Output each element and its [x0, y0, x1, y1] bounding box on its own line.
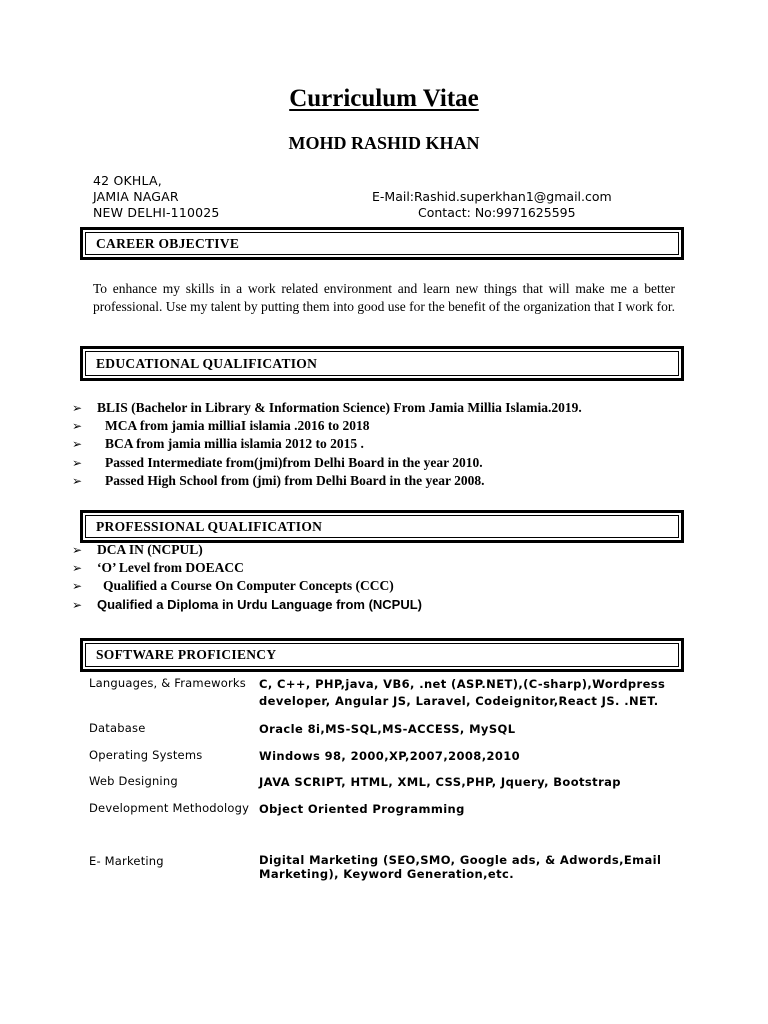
professional-item: ‘O’ Level from DOEACC: [97, 560, 244, 575]
professional-item: DCA IN (NCPUL): [97, 542, 203, 557]
skill-value: Oracle 8i,MS-SQL,MS-ACCESS, MySQL: [259, 722, 516, 736]
skill-value: C, C++, PHP,java, VB6, .net (ASP.NET),(C-sharp),Wordpress: [259, 677, 666, 691]
professional-item: Qualified a Course On Computer Concepts (CCC): [103, 578, 394, 593]
skill-label: E- Marketing: [89, 854, 164, 868]
skill-label: Database: [89, 721, 146, 735]
document-title: Curriculum Vitae: [289, 85, 479, 112]
address-line-3: NEW DELHI-110025: [93, 205, 220, 220]
bullet-arrow-icon: ➢: [72, 456, 83, 470]
skill-value: Object Oriented Programming: [259, 802, 465, 816]
skill-value: Marketing), Keyword Generation,etc.: [259, 867, 514, 881]
skill-label: Languages, & Frameworks: [89, 676, 246, 690]
professional-heading: PROFESSIONAL QUALIFICATION: [96, 518, 323, 534]
email-text: E-Mail:Rashid.superkhan1@gmail.com: [372, 189, 612, 204]
bullet-arrow-icon: ➢: [72, 579, 83, 593]
phone-text: Contact: No:9971625595: [418, 205, 576, 220]
professional-heading-box: [80, 510, 684, 543]
address-line-2: JAMIA NAGAR: [93, 189, 179, 204]
education-item: MCA from jamia milliaI islamia .2016 to 2018: [105, 418, 370, 433]
bullet-arrow-icon: ➢: [72, 543, 83, 557]
bullet-arrow-icon: ➢: [72, 561, 83, 575]
education-heading: EDUCATIONAL QUALIFICATION: [96, 355, 318, 371]
professional-item: Qualified a Diploma in Urdu Language from (NCPUL): [97, 597, 423, 612]
skill-label: Operating Systems: [89, 748, 203, 762]
skill-value: developer, Angular JS, Laravel, Codeignitor,React JS. .NET.: [259, 694, 659, 708]
bullet-arrow-icon: ➢: [72, 598, 83, 612]
software-heading: SOFTWARE PROFICIENCY: [96, 647, 277, 662]
skill-value: Digital Marketing (SEO,SMO, Google ads, & Adwords,Email: [259, 853, 662, 867]
education-item: Passed Intermediate from(jmi)from Delhi Board in the year 2010.: [105, 455, 483, 470]
career-objective-text: To enhance my skills in a work related environment and learn new things that will make me a better professional. Use my talent by putting them into good use for the benefit of the organization that I work for.: [93, 281, 675, 314]
software-heading-box: [80, 638, 684, 672]
skill-label: Web Designing: [89, 774, 178, 788]
address-line-1: 42 OKHLA,: [93, 173, 162, 188]
bullet-arrow-icon: ➢: [72, 401, 83, 415]
education-item: BCA from jamia millia islamia 2012 to 2015 .: [105, 436, 364, 451]
skill-label: Development Methodology: [89, 801, 250, 815]
skill-value: Windows 98, 2000,XP,2007,2008,2010: [259, 749, 521, 763]
bullet-arrow-icon: ➢: [72, 474, 83, 488]
skill-value: JAVA SCRIPT, HTML, XML, CSS,PHP, Jquery, Bootstrap: [259, 775, 621, 789]
education-item: BLIS (Bachelor in Library & Information Science) From Jamia Millia Islamia.2019.: [97, 400, 582, 415]
candidate-name: MOHD RASHID KHAN: [288, 133, 480, 153]
education-item: Passed High School from (jmi) from Delhi Board in the year 2008.: [105, 473, 485, 488]
career-objective-heading-box: [80, 227, 684, 260]
education-heading-box: [80, 346, 684, 381]
bullet-arrow-icon: ➢: [72, 419, 83, 433]
career-objective-heading: CAREER OBJECTIVE: [96, 235, 240, 251]
bullet-arrow-icon: ➢: [72, 437, 83, 451]
